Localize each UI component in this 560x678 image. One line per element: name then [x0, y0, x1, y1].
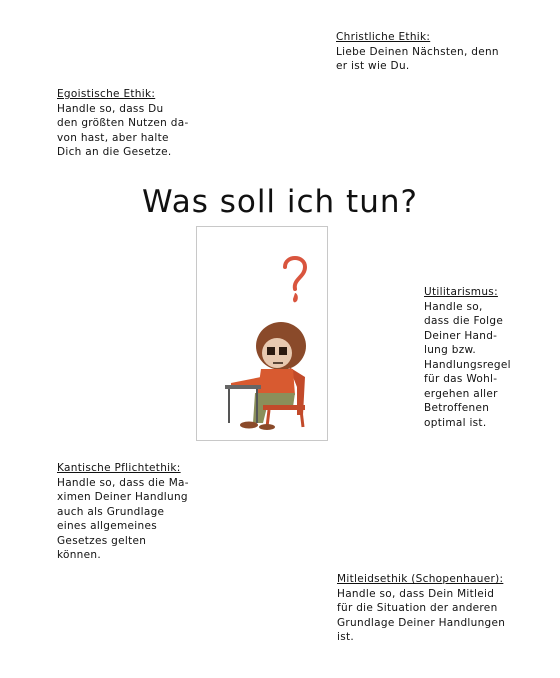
utilitarianism-line: für das Wohl- [424, 373, 498, 385]
kantian-ethics-line: ximen Deiner Handlung [57, 491, 188, 503]
utilitarianism-line: Handle so, [424, 300, 483, 313]
utilitarianism-line: Deiner Hand- [424, 329, 498, 342]
kantian-ethics-line: Handle so, dass die Ma- [57, 476, 189, 489]
utilitarianism-heading: Utilitarismus: [424, 286, 498, 298]
kantian-ethics-heading: Kantische Pflichtethik: [57, 462, 181, 474]
christian-ethics-line: Liebe Deinen Nächsten, denn [336, 45, 499, 58]
thinking-person-on-chair-icon [196, 226, 328, 441]
utilitarianism-line: lung bzw. [424, 344, 477, 356]
utilitarianism-line: optimal ist. [424, 416, 487, 429]
utilitarianism-line: ergehen aller [424, 387, 498, 400]
kantian-ethics-line: können. [57, 549, 101, 561]
kantian-ethics-line: eines allgemeines [57, 520, 157, 532]
compassion-ethics-heading: Mitleidsethik (Schopenhauer): [337, 573, 504, 585]
egoistic-ethics-heading: Egoistische Ethik: [57, 88, 156, 100]
egoistic-ethics-line: Dich an die Gesetze. [57, 146, 172, 158]
kantian-ethics-line: auch als Grundlage [57, 505, 165, 518]
christian-ethics-heading: Christliche Ethik: [336, 31, 431, 43]
egoistic-ethics-line: den größten Nutzen da- [57, 117, 189, 129]
christian-ethics-line: er ist wie Du. [336, 60, 410, 72]
compassion-ethics-block [337, 572, 505, 645]
egoistic-ethics-line: Handle so, dass Du [57, 102, 164, 115]
utilitarianism-line: dass die Folge [424, 315, 504, 327]
compassion-ethics-line: ist. [337, 631, 355, 643]
egoistic-ethics-line: von hast, aber halte [57, 131, 169, 144]
compassion-ethics-line: Grundlage Deiner Handlungen [337, 616, 506, 629]
utilitarianism-line: Betroffenen [424, 402, 490, 414]
egoistic-ethics-block [57, 87, 189, 160]
compassion-ethics-line: Handle so, dass Dein Mitleid [337, 587, 495, 600]
christian-ethics-block [336, 30, 499, 74]
kantian-ethics-block [57, 461, 189, 563]
kantian-ethics-line: Gesetzes gelten [57, 534, 147, 547]
utilitarianism-block [424, 285, 511, 430]
utilitarianism-line: Handlungsregel [424, 358, 511, 371]
page-title: Was soll ich tun? [142, 184, 418, 220]
compassion-ethics-line: für die Situation der anderen [337, 602, 498, 614]
